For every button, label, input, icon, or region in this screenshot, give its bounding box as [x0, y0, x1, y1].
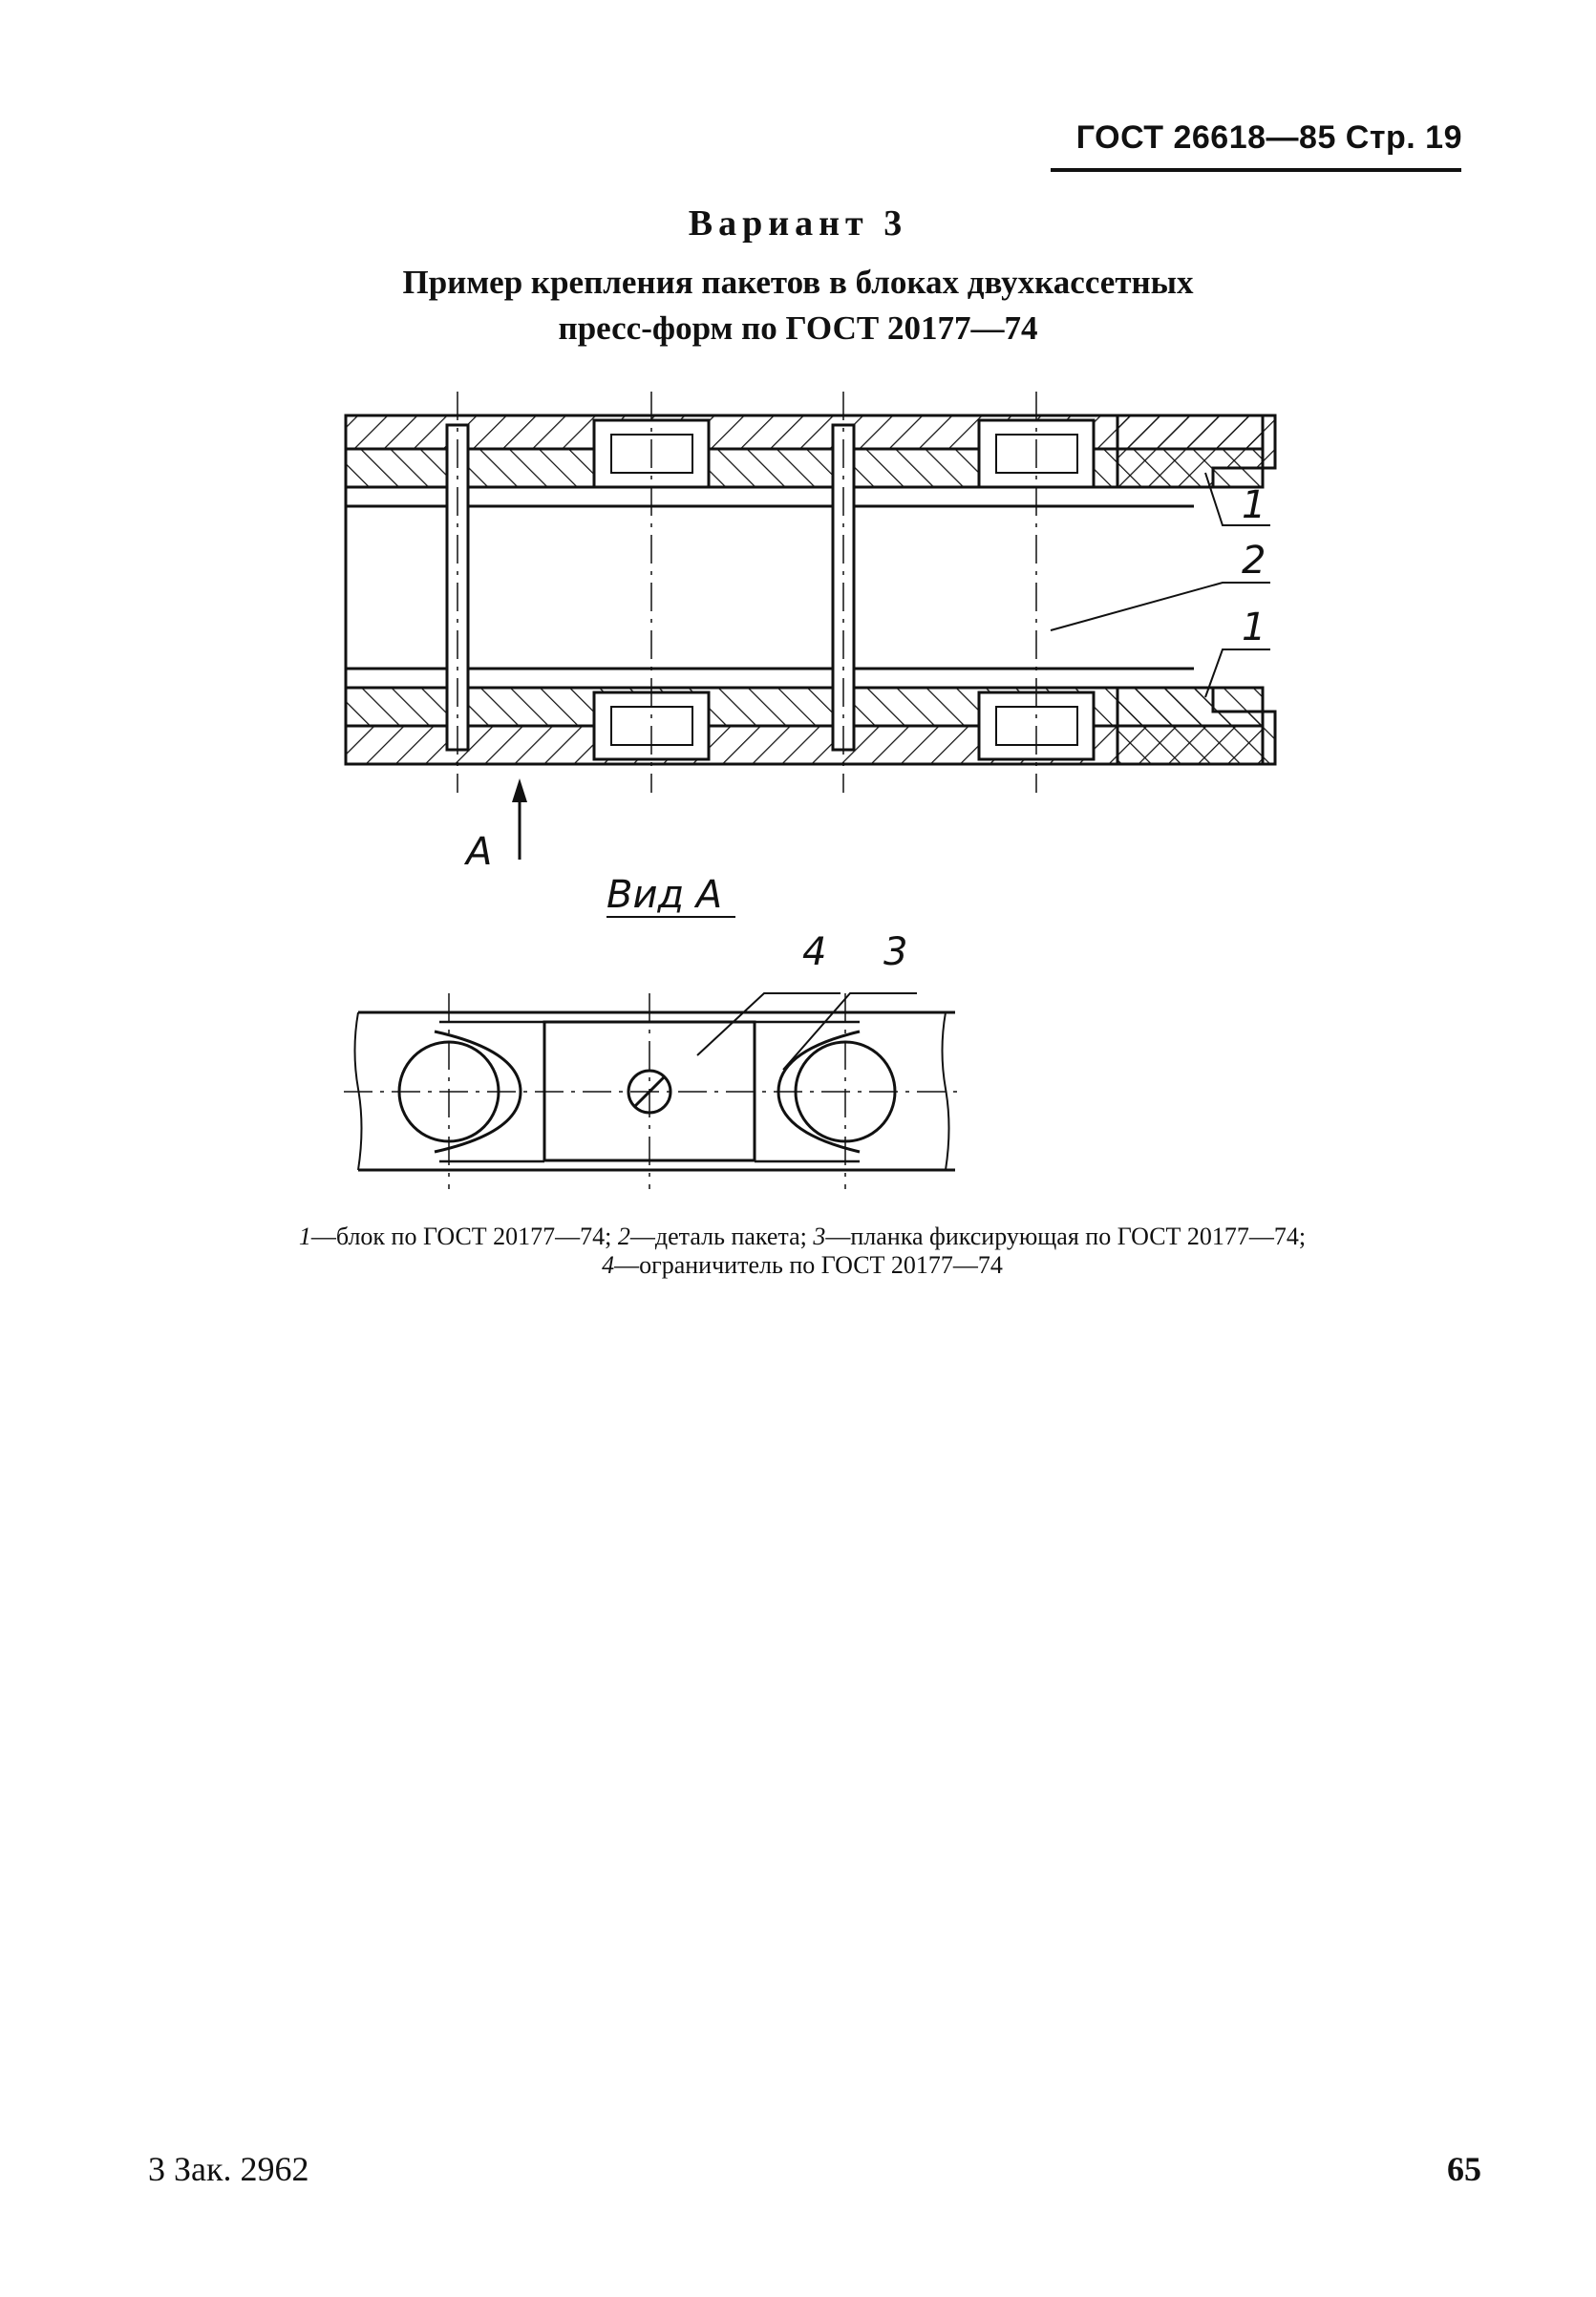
callout-1-bottom: 1	[1242, 606, 1266, 649]
caption-item-2-text: —деталь пакета;	[629, 1223, 814, 1250]
top-plate	[346, 415, 1275, 487]
view-arrow	[512, 778, 527, 860]
figure-title-line-1: Пример крепления пакетов в блоках двухкассетных	[402, 264, 1194, 301]
callout-4: 4	[802, 930, 827, 974]
callout-3: 3	[883, 930, 908, 974]
callout-2: 2	[1242, 539, 1266, 583]
view-a-drawing	[344, 993, 965, 1189]
callout-1-top: 1	[1242, 483, 1266, 527]
caption-line-1	[124, 1223, 1480, 1251]
page-number: 65	[1447, 2150, 1481, 2188]
view-arrow-label: А	[466, 830, 493, 874]
caption-item-3-num: 3	[813, 1223, 826, 1250]
caption-item-2-num: 2	[617, 1223, 630, 1250]
caption-item-4-text: —ограничитель по ГОСТ 20177—74	[614, 1251, 1003, 1279]
caption-line-2	[124, 1251, 1480, 1280]
caption-item-1-num: 1	[298, 1223, 311, 1250]
caption-item-3-text: —планка фиксирующая по ГОСТ 20177—74;	[825, 1223, 1307, 1250]
view-a-title: Вид А	[606, 873, 723, 917]
bottom-plate	[346, 688, 1275, 764]
order-number: 3 Зак. 2962	[148, 2150, 309, 2188]
caption-item-1-text: —блок по ГОСТ 20177—74;	[310, 1223, 618, 1250]
document-reference: ГОСТ 26618—85 Стр. 19	[1075, 119, 1462, 156]
figure-title-line-2: пресс-форм по ГОСТ 20177—74	[558, 309, 1038, 347]
caption-item-4-num: 4	[602, 1251, 615, 1279]
figure-caption	[124, 1223, 1480, 1280]
variant-heading: Вариант 3	[688, 203, 908, 244]
